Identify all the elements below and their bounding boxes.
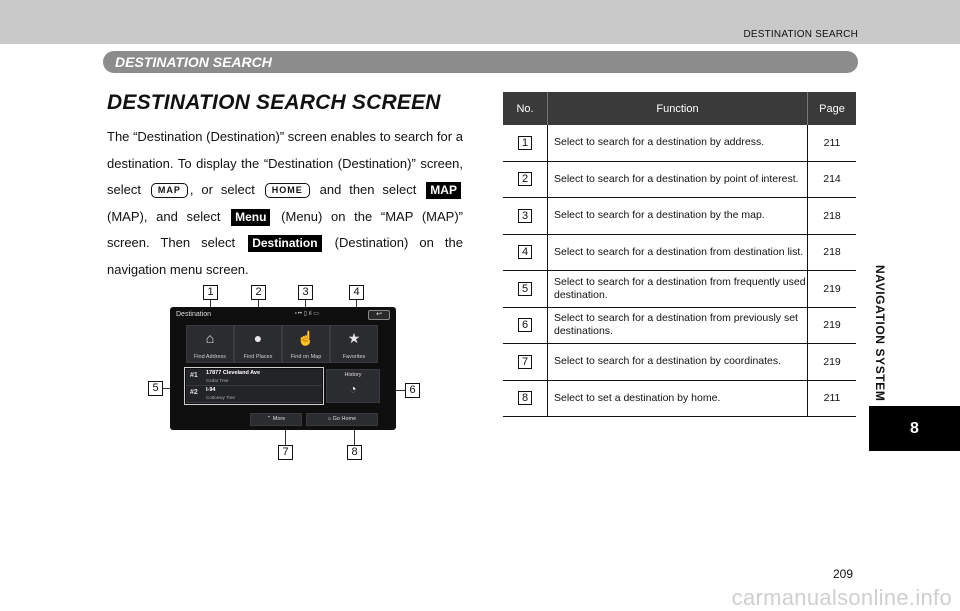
intro-text-6: (Destination) on the navigation menu screen. xyxy=(107,235,463,277)
history-button[interactable] xyxy=(326,369,380,403)
table-row xyxy=(503,125,856,162)
col-header-function: Function xyxy=(548,92,808,125)
chapter-side-label: NAVIGATION SYSTEM xyxy=(873,265,887,402)
intro-text-5: (Menu) on the “MAP (MAP)” screen. Then select xyxy=(107,208,463,250)
favorites-tile[interactable] xyxy=(330,325,378,363)
intro-text-1: The “Destination (Destination)” screen enables to search for a destination. To display the “Destination (Destination)” screen, select xyxy=(107,129,463,197)
hand-pointer-icon: ☝ xyxy=(297,330,315,346)
col-header-no: No. xyxy=(503,92,548,125)
function-cell xyxy=(548,344,808,380)
go-home-label: Go Home xyxy=(332,416,357,422)
destination-screen-figure xyxy=(148,283,428,463)
function-cell xyxy=(548,308,808,344)
find-on-map-label: Find on Map xyxy=(290,354,322,360)
recent-subtitle: Cottonwy Tree xyxy=(206,395,236,400)
recent-address: I-94 xyxy=(206,387,216,393)
row-number: 7 xyxy=(518,355,532,369)
history-label: History xyxy=(344,372,362,378)
recent-index: #1 xyxy=(190,372,198,379)
map-pin-icon: ● xyxy=(253,330,263,346)
recent-index: #2 xyxy=(190,389,198,396)
map-button-tag: MAP xyxy=(426,182,461,199)
star-icon: ★ xyxy=(347,330,361,346)
more-label: More xyxy=(272,416,286,422)
row-number-cell xyxy=(503,271,548,307)
find-address-tile[interactable] xyxy=(186,325,234,363)
back-icon[interactable]: ↩ xyxy=(368,310,390,320)
table-body xyxy=(503,125,856,417)
function-text: Select to search for a destination from previously set destinations. xyxy=(554,312,798,338)
row-number: 6 xyxy=(518,318,532,332)
row-number: 1 xyxy=(518,136,532,150)
page-cell: 218 xyxy=(823,246,841,259)
recent-index-value: 1 xyxy=(193,372,198,379)
callout-8: 8 xyxy=(347,445,362,460)
table-row xyxy=(503,381,856,418)
intro-text-4: (MAP), and select xyxy=(107,208,221,224)
function-cell xyxy=(548,125,808,161)
row-number-cell xyxy=(503,308,548,344)
function-cell xyxy=(548,198,808,234)
function-cell xyxy=(548,162,808,198)
section-bar xyxy=(103,51,858,73)
row-number-cell xyxy=(503,198,548,234)
function-text: Select to search for a destination by address. xyxy=(554,136,765,149)
page-title: DESTINATION SEARCH SCREEN xyxy=(107,91,441,114)
row-number: 2 xyxy=(518,172,532,186)
row-number-cell xyxy=(503,235,548,271)
function-text: Select to search for a destination from frequently used destination. xyxy=(554,275,806,301)
table-row xyxy=(503,344,856,381)
function-text: Select to search for a destination by point of interest. xyxy=(554,172,799,185)
function-cell xyxy=(548,271,808,307)
row-number-cell xyxy=(503,381,548,417)
page-cell: 214 xyxy=(823,173,841,186)
navigation-screen xyxy=(170,307,396,430)
recent-address: 17877 Cleveland Ave xyxy=(206,370,261,376)
function-cell xyxy=(548,235,808,271)
row-number: 3 xyxy=(518,209,532,223)
map-key-icon: MAP xyxy=(151,183,188,198)
page-cell: 219 xyxy=(823,319,841,332)
find-address-label: Find Address xyxy=(193,354,227,360)
more-button[interactable]: ⌃ More xyxy=(250,413,302,426)
page-cell: 219 xyxy=(823,282,841,295)
row-number-cell xyxy=(503,344,548,380)
col-header-page: Page xyxy=(819,102,845,115)
callout-3: 3 xyxy=(298,285,313,300)
table-row xyxy=(503,271,856,308)
callout-2: 2 xyxy=(251,285,266,300)
table-row xyxy=(503,235,856,272)
row-number: 5 xyxy=(518,282,532,296)
page-cell: 218 xyxy=(823,209,841,222)
menu-button-tag: Menu xyxy=(231,209,270,226)
recent-index-value: 2 xyxy=(193,389,198,396)
row-number: 4 xyxy=(518,245,532,259)
function-text: Select to set a destination by home. xyxy=(554,391,721,404)
page-cell: 211 xyxy=(823,392,841,405)
house-search-icon: ⌂ xyxy=(205,330,215,346)
table-row xyxy=(503,162,856,199)
find-on-map-tile[interactable] xyxy=(282,325,330,363)
chapter-number-tab: 8 xyxy=(869,406,960,451)
find-places-label: Find Places xyxy=(243,354,273,360)
function-cell xyxy=(548,381,808,417)
favorites-label: Favorites xyxy=(342,354,366,360)
find-places-tile[interactable] xyxy=(234,325,282,363)
status-icons: ⋆•• ▯ ıl ▭ xyxy=(294,311,319,317)
callout-1: 1 xyxy=(203,285,218,300)
page-number: 209 xyxy=(833,567,854,581)
callout-7: 7 xyxy=(278,445,293,460)
table-row xyxy=(503,198,856,235)
section-bar-label: DESTINATION SEARCH xyxy=(115,54,272,70)
row-number-cell xyxy=(503,162,548,198)
screen-title: Destination xyxy=(176,311,212,318)
home-key-icon: HOME xyxy=(265,183,310,198)
destination-button-tag: Destination xyxy=(248,235,321,252)
page-cell: 211 xyxy=(823,136,841,149)
intro-paragraph xyxy=(107,124,463,283)
callout-6: 6 xyxy=(405,383,420,398)
function-text: Select to search for a destination by coordinates. xyxy=(554,355,782,368)
go-home-button[interactable]: ⌂ Go Home xyxy=(306,413,378,426)
recent-highlight-box xyxy=(184,367,324,405)
table-row xyxy=(503,308,856,345)
history-clock-icon: ◔ xyxy=(349,382,357,396)
intro-text-2: , or select xyxy=(189,182,255,197)
function-table xyxy=(503,92,856,417)
table-header xyxy=(503,92,856,125)
row-number-cell xyxy=(503,125,548,161)
page-cell: 219 xyxy=(823,355,841,368)
running-head: DESTINATION SEARCH xyxy=(743,29,858,40)
watermark: carmanualsonline.info xyxy=(731,585,952,610)
callout-5: 5 xyxy=(148,381,163,396)
callout-4: 4 xyxy=(349,285,364,300)
recent-subtitle: Cedar Tree xyxy=(206,378,229,383)
row-number: 8 xyxy=(518,391,532,405)
function-text: Select to search for a destination by the map. xyxy=(554,209,765,222)
function-text: Select to search for a destination from destination list. xyxy=(554,245,804,258)
intro-text-3: and then select xyxy=(319,182,417,197)
